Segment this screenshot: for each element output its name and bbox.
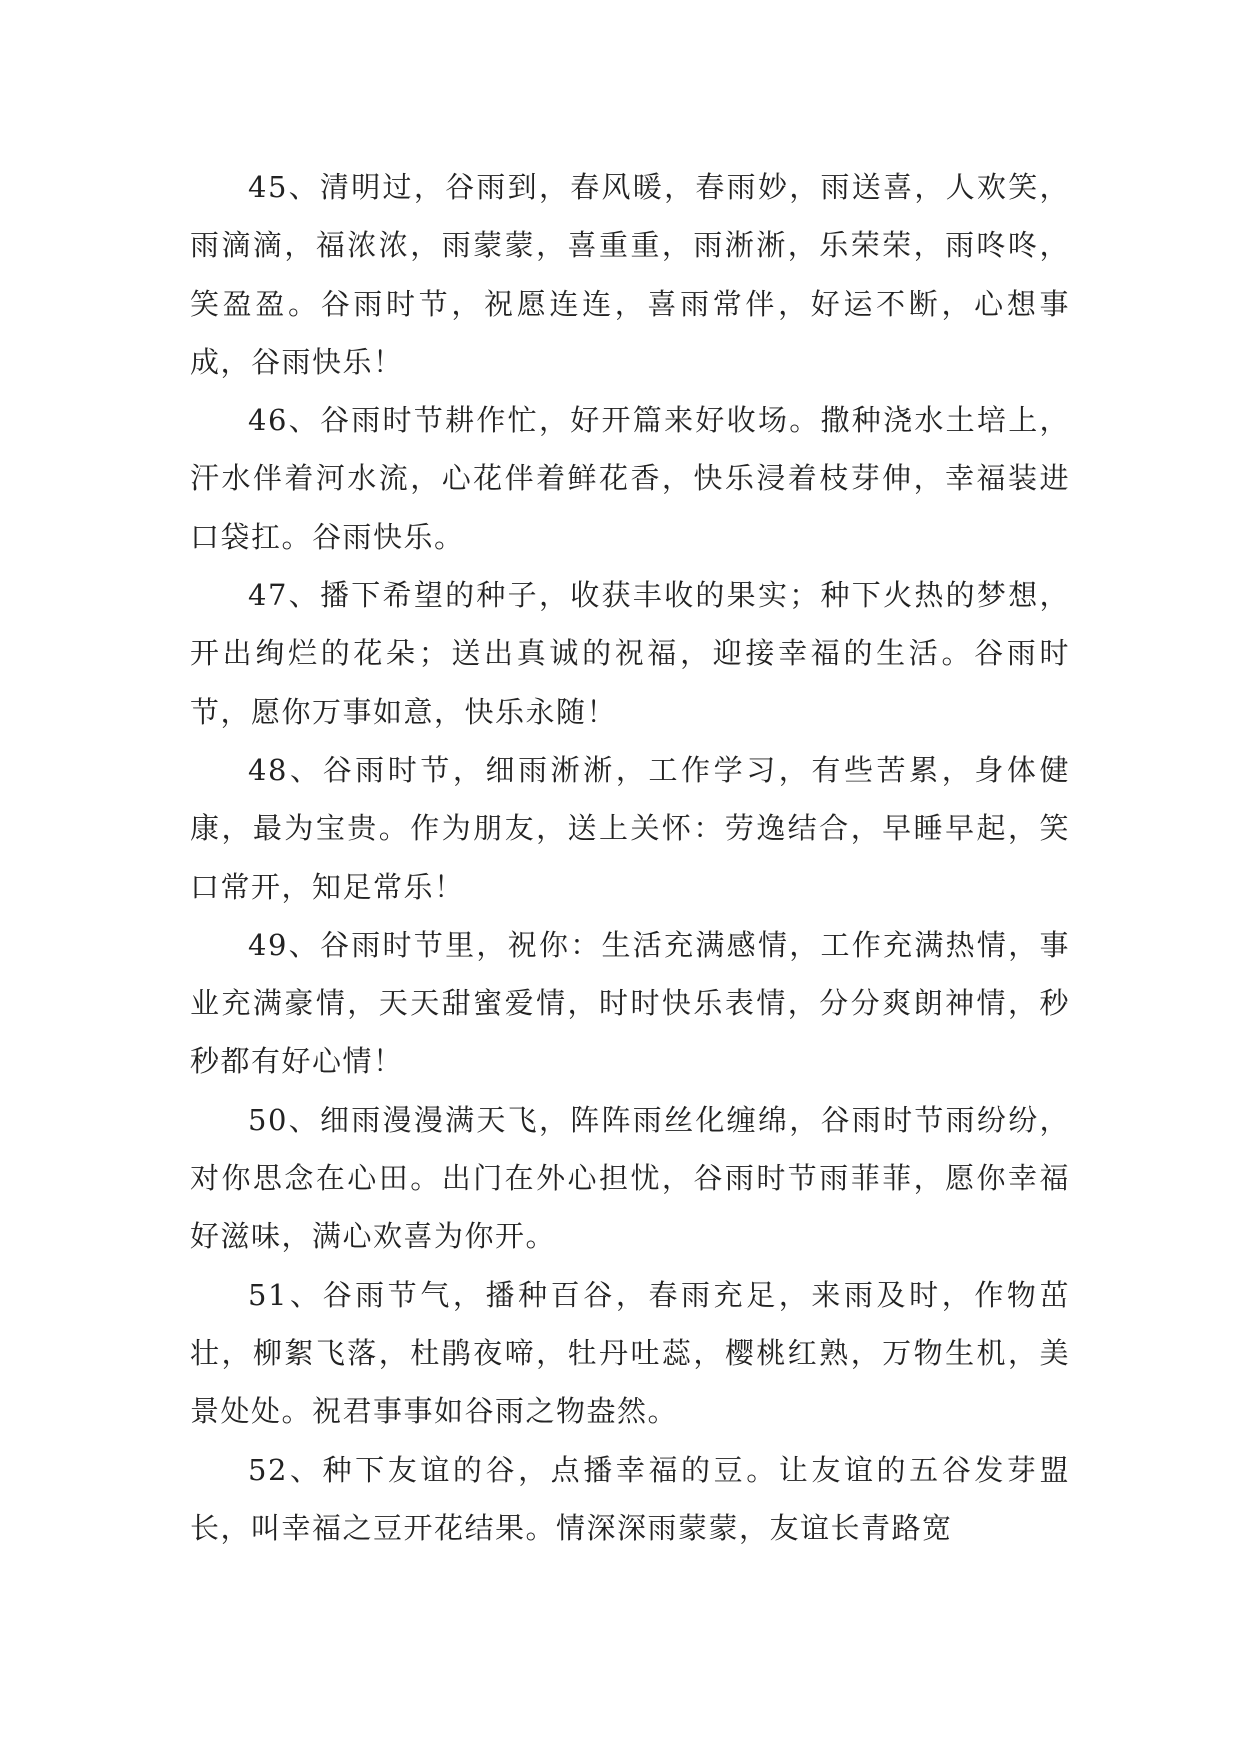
paragraph-52: 52、种下友谊的谷，点播幸福的豆。让友谊的五谷发芽盟长，叫幸福之豆开花结果。情深深雨蒙蒙，友谊长青路宽: [190, 1452, 1070, 1545]
paragraph-47: 47、播下希望的种子，收获丰收的果实；种下火热的梦想，开出绚烂的花朵；送出真诚的祝福，迎接幸福的生活。谷雨时节，愿你万事如意，快乐永随！: [190, 578, 1070, 729]
paragraph-50: 50、细雨漫漫满天飞，阵阵雨丝化缠绵，谷雨时节雨纷纷，对你思念在心田。出门在外心担忧，谷雨时节雨菲菲，愿你幸福好滋味，满心欢喜为你开。: [190, 1102, 1070, 1254]
document-body: [190, 158, 1070, 1557]
paragraph-51: 51、谷雨节气，播种百谷，春雨充足，来雨及时，作物茁壮，柳絮飞落，杜鹃夜啼，牡丹吐蕊，樱桃红熟，万物生机，美景处处。祝君事事如谷雨之物盎然。: [190, 1277, 1070, 1429]
paragraph-45: 45、清明过，谷雨到，春风暖，春雨妙，雨送喜，人欢笑，雨滴滴，福浓浓，雨蒙蒙，喜重重，雨淅淅，乐荣荣，雨咚咚，笑盈盈。谷雨时节，祝愿连连，喜雨常伴，好运不断，心想事成，谷雨快乐！: [190, 170, 1070, 379]
paragraph-46: 46、谷雨时节耕作忙，好开篇来好收场。撒种浇水土培上，汗水伴着河水流，心花伴着鲜花香，快乐浸着枝芽伸，幸福装进口袋扛。谷雨快乐。: [190, 403, 1070, 554]
paragraph-49: 49、谷雨时节里，祝你：生活充满感情，工作充满热情，事业充满豪情，天天甜蜜爱情，时时快乐表情，分分爽朗神情，秒秒都有好心情！: [190, 927, 1070, 1079]
paragraph-48: 48、谷雨时节，细雨淅淅，工作学习，有些苦累，身体健康，最为宝贵。作为朋友，送上关怀：劳逸结合，早睡早起，笑口常开，知足常乐！: [190, 752, 1070, 904]
